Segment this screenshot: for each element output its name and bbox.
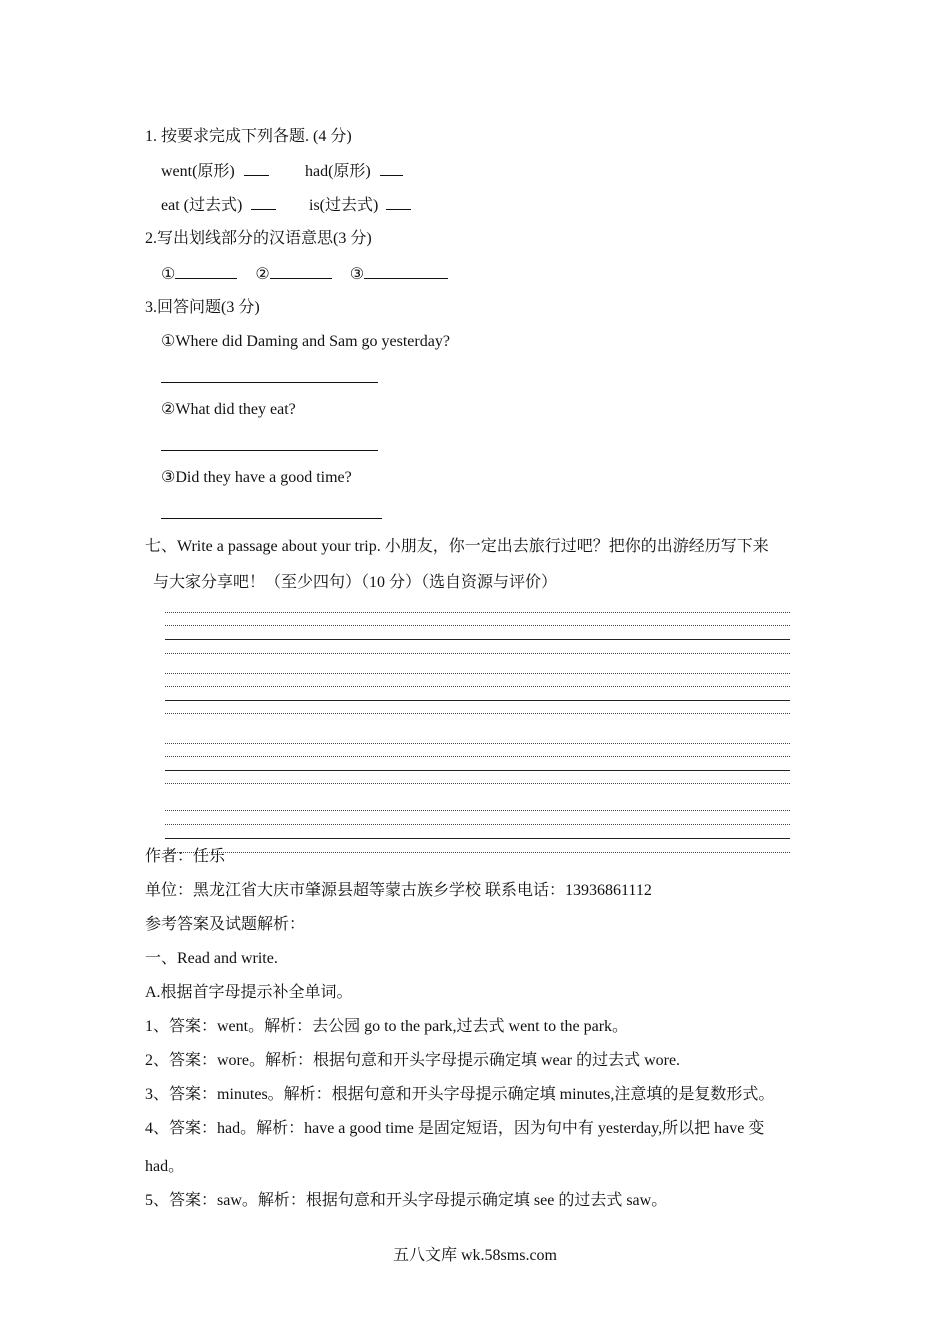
q2-marker-2: ② — [255, 266, 270, 283]
q3-answer-line-2[interactable] — [161, 450, 378, 451]
grid-line — [165, 700, 790, 701]
q3-question-1: ①Where did Daming and Sam go yesterday? — [161, 333, 450, 350]
grid-line — [165, 852, 790, 853]
q1-row1 — [161, 161, 269, 182]
q1-eat-label: eat (过去式) — [161, 197, 243, 214]
q1-eat-blank[interactable] — [251, 195, 276, 210]
q2-blank-3[interactable] — [364, 264, 448, 279]
sec7-prompt-line-1: 七、Write a passage about your trip. 小朋友，你一定出去旅行过吧？把你的出游经历写下来 — [145, 538, 769, 555]
answer-1: 1、答案：went。解析：去公园 go to the park,过去式 went to the park。 — [145, 1018, 629, 1035]
q2-blank-1[interactable] — [175, 264, 237, 279]
answers-part-a: A.根据首字母提示补全单词。 — [145, 984, 353, 1001]
grid-line — [165, 756, 790, 757]
q1-went-label: went(原形) — [161, 163, 235, 180]
answers-heading: 参考答案及试题解析： — [145, 916, 306, 933]
grid-line — [165, 743, 790, 744]
grid-line — [165, 639, 790, 640]
grid-line — [165, 653, 790, 654]
sec7-prompt-line-2: 与大家分享吧！（至少四句）（10 分）（选自资源与评价） — [153, 574, 558, 591]
q1-row1-b — [305, 161, 403, 182]
q3-question-2: ②What did they eat? — [161, 401, 296, 418]
q2-marker-3: ③ — [349, 266, 365, 283]
answer-3: 3、答案：minutes。解析：根据句意和开头字母提示确定填 minutes,注意填的是复数形式。 — [145, 1086, 775, 1103]
q3-question-3: ③Did they have a good time? — [161, 469, 352, 486]
grid-line — [165, 838, 790, 839]
q1-went-blank[interactable] — [244, 161, 269, 176]
grid-line — [165, 612, 790, 613]
q1-row2-b — [309, 195, 411, 216]
author: 作者：任乐 — [145, 848, 226, 865]
answer-5: 5、答案：saw。解析：根据句意和开头字母提示确定填 see 的过去式 saw。 — [145, 1192, 668, 1209]
q1-is-blank[interactable] — [386, 195, 411, 210]
grid-line — [165, 770, 790, 771]
q3-title: 3.回答问题(3 分) — [145, 299, 260, 316]
answers-part-1: 一、Read and write. — [145, 950, 278, 967]
grid-line — [165, 673, 790, 674]
q1-had-label: had(原形) — [305, 163, 371, 180]
q3-answer-line-1[interactable] — [161, 382, 378, 383]
q3-answer-line-3[interactable] — [161, 518, 382, 519]
grid-line — [165, 713, 790, 714]
q2-blanks — [161, 264, 448, 285]
q1-had-blank[interactable] — [380, 161, 403, 176]
grid-line — [165, 625, 790, 626]
q1-is-label: is(过去式) — [309, 197, 379, 214]
answer-4: 4、答案：had。解析：have a good time 是固定短语，因为句中有 yesterday,所以把 have 变 — [145, 1120, 765, 1137]
q2-marker-1: ① — [161, 266, 176, 283]
grid-line — [165, 824, 790, 825]
grid-line — [165, 686, 790, 687]
answer-2: 2、答案：wore。解析：根据句意和开头字母提示确定填 wear 的过去式 wore. — [145, 1052, 681, 1069]
q2-title: 2.写出划线部分的汉语意思(3 分) — [145, 230, 372, 247]
grid-line — [165, 783, 790, 784]
answer-4-cont: had。 — [145, 1158, 185, 1175]
q2-blank-2[interactable] — [270, 264, 332, 279]
q1-title: 1. 按要求完成下列各题. (4 分) — [145, 128, 352, 145]
footer-watermark: 五八文库 wk.58sms.com — [392, 1247, 557, 1264]
q1-row2 — [161, 195, 276, 216]
unit-contact: 单位：黑龙江省大庆市肇源县超等蒙古族乡学校 联系电话：13936861112 — [145, 882, 652, 899]
grid-line — [165, 810, 790, 811]
